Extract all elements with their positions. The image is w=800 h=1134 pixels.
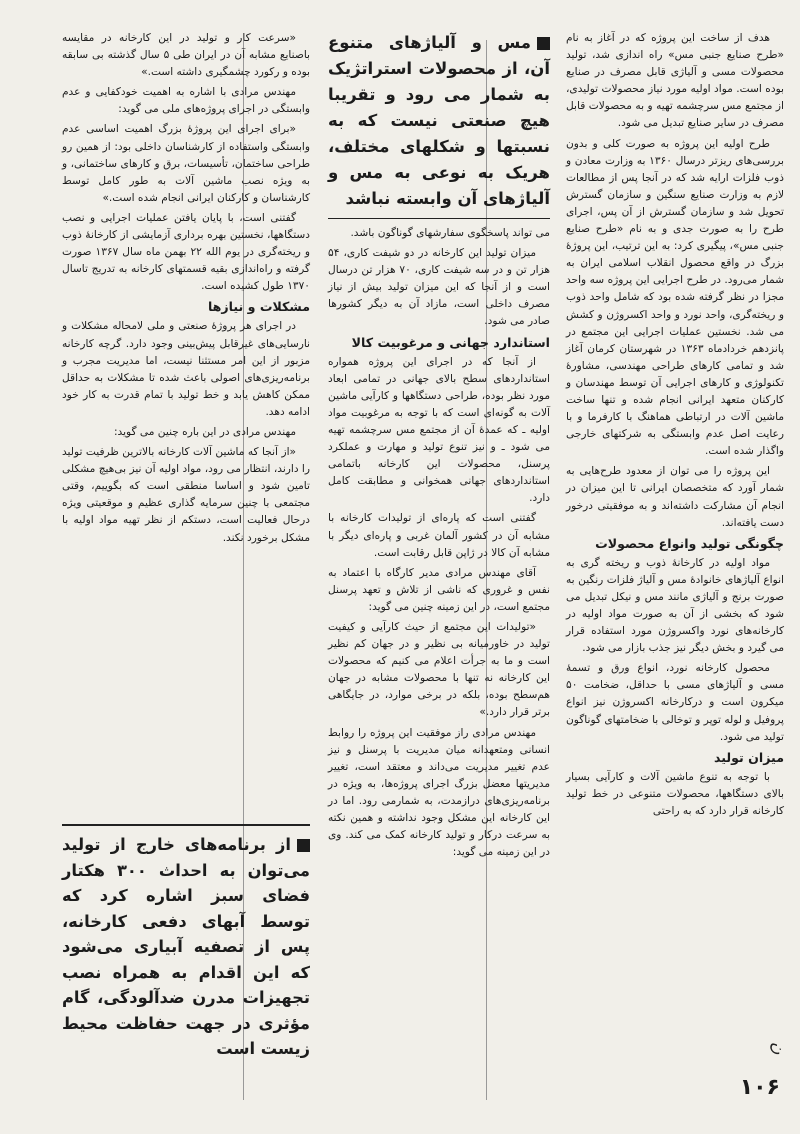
paragraph: آقای مهندس مرادی مدیر کارگاه با اعتماد به نفس و غروری که ناشی از تلاش و تعهد پرسنل مجتمع است، در این زمینه چنین می گوید: bbox=[328, 566, 550, 613]
paragraph: هدف از ساخت این پروژه که در آغاز به نام «طرح صنایع جنبی مس» راه اندازی شد، تولید محصولات مسی و آلیاژی قابل مصرف در صنایع بوده است. مواد اولیه مورد نیاز محصولات تولیدی، از مجتمع مس سرچشمه تهیه و به محصولات قابل مصرف در سایر صنایع تبدیل می شود. bbox=[566, 32, 784, 130]
paragraph: «سرعت کار و تولید در این کارخانه در مقایسه باصنایع مشابه آن در ایران طی ۵ سال گذشته بی سابقه بوده و رکورد چشمگیری داشته است.» bbox=[62, 32, 310, 79]
paragraph: میزان تولید این کارخانه در دو شیفت کاری، ۵۴ هزار تن و در سه شیفت کاری، ۷۰ هزار تن درسال است و از آنجا که این میزان تولید بیش از نیاز مصرف داخلی است، مازاد آن به دیگر کشورها صادر می شود. bbox=[328, 247, 551, 328]
section-heading: مشکلات و نیازها bbox=[207, 299, 310, 315]
paragraph: «تولیدات این مجتمع از حیث کارآیی و کیفیت تولید در خاورمیانه بی نظیر و در جهان کم نظیر است و ما به جرأت اعلام می کنیم که محصولات این کارخانه نه تنها با محصولات مشابه در جهان هم‌سطح بوده، بلکه در برخی موارد، در جایگاهی برتر قرار دارد.» bbox=[328, 620, 550, 719]
page-number: ۱۰۶ bbox=[739, 1075, 780, 1100]
paragraph: گفتنی است، با پایان یافتن عملیات اجرایی و نصب دستگاهها، نخستین بهره برداری آزمایشی از کارخانهٔ ذوب و ریخته‌گری در یوم الله ۲۲ بهمن ماه سال ۱۳۶۷ صورت گرفته و راه‌اندازی بقیه قسمتهای کارخانه به تدریج تاسال ۱۳۷۰ طول کشیده است. bbox=[62, 211, 310, 293]
magazine-logo: ن bbox=[768, 1041, 788, 1054]
left-column bbox=[62, 30, 310, 550]
paragraph: این پروژه را می توان از معدود طرح‌هایی به شمار آورد که متخصصان ایرانی تا این میزان در انجام آن مشارکت داشته‌اند و به موفقیتی درخور دست یافته‌اند. bbox=[566, 465, 784, 529]
section-heading: استاندارد جهانی و مرغوبیت کالا bbox=[351, 334, 550, 350]
paragraph: مهندس مرادی در این باره چنین می گوید: bbox=[113, 425, 296, 438]
paragraph: می تواند پاسخگوی سفارشهای گوناگون باشد. bbox=[350, 227, 550, 239]
paragraph: مواد اولیه در کارخانهٔ ذوب و ریخته گری به انواع آلیاژهای خانوادهٔ مس و آلیاژ فلزات رنگین به صورت برنج و آلیاژی مانند مس و نیکل تبدیل می شود که بخشی از آن به صورت مواد اولیه در کارخانه‌های نورد واکسروژن مورد استفاده قرار می گیرد و بخش دیگر نیز جذب بازار می شود. bbox=[566, 556, 784, 655]
paragraph: از آنجا که در اجرای این پروژه همواره استانداردهای سطح بالای جهانی در تمامی ابعاد مورد نظر بوده، طراحی دستگاهها و کارآیی ماشین آلات به گونه‌ای است که با توجه به مرغوبیت مواد اولیه ـ که عمدهٔ آن از مجتمع مس سرچشمه تهیه می شود ـ و نیز تنوع تولید و مهارت و عملکرد پرسنل، محصولات این کارخانه باتمامی استانداردهای جهانی همخوانی و مطابقت کامل دارد. bbox=[328, 355, 550, 505]
pull-headline bbox=[328, 30, 550, 212]
pull-quote bbox=[62, 824, 310, 1062]
paragraph: مهندس مرادی با اشاره به اهمیت خودکفایی و عدم وابستگی در اجرای پروژه‌های ملی می گوید: bbox=[62, 86, 310, 116]
paragraph: گفتنی است که پاره‌ای از تولیدات کارخانه با مشابه آن در کشور آلمان غربی و پاره‌ای دیگر با مشابه آن کالا در ژاپن قابل رقابت است. bbox=[328, 512, 550, 559]
paragraph: مهندس مرادی راز موفقیت این پروژه را روابط انسانی ومتعهدانه میان مدیریت با پرسنل و نیز عدم تغییر مدیریت می‌داند و معتقد است، تغییر مدیریتها معضل بزرگ اجرای پروژه‌ها، به ویژه در برنامه‌ریزی‌های درازمدت، به شمارمی رود. اما در این کارخانه این مشکل وجود نداشته و همین نکته به سرعت درکار و تولید کارخانه کمک می کند. وی در این زمینه می گوید: bbox=[328, 726, 550, 859]
headline-rule bbox=[328, 218, 550, 219]
paragraph: در اجرای هر پروژهٔ صنعتی و ملی لامحاله مشکلات و نارسایی‌های غیرقابل پیش‌بینی وجود دارد. گرچه کارخانه مزبور از این امر مستثنا نیست، اما مدیریت مجرب و برنامه‌ریزی‌های اصولی باعث شده تا مشکلات به حداقل ممکن کاهش یابد و خط تولید با تمام قدرت به کار خود ادامه دهد. bbox=[62, 320, 310, 418]
section-heading: چگونگی تولید وانواع محصولات bbox=[595, 535, 784, 551]
section-heading: میزان تولید bbox=[714, 749, 784, 765]
square-bullet-icon bbox=[297, 839, 310, 852]
headline-text: مس و آلیاژهای متنوع آن، از محصولات استراتژیک به شمار می رود و تقریبا هیچ صنعتی نیست که به نسبتها و شکلهای مختلف، هریک به نوعی به مس و آلیاژهای آن وابسته نباشد bbox=[328, 33, 550, 208]
paragraph: محصول کارخانه نورد، انواع ورق و تسمهٔ مسی و آلیاژهای مسی با حداقل، ضخامت ۵۰ میکرون است و درکارخانه اکسروژن نیز انواع پروفیل و لوله توپر و توخالی با ضخامتهای گوناگون تولید می شود. bbox=[566, 662, 784, 743]
right-column bbox=[566, 30, 784, 823]
paragraph: با توجه به تنوع ماشین آلات و کارآیی بسیار بالای دستگاهها، محصولات متنوعی در خط تولید کارخانه قرار دارد که به راحتی bbox=[566, 770, 784, 817]
pull-quote-text: از برنامه‌های خارج از تولید می‌توان به احداث ۳۰۰ هکتار فضای سبز اشاره کرد که توسط آبهای دفعی کارخانه، پس از تصفیه آبیاری می‌شود که این اقدام به همراه نصب تجهیزات مدرن ضدآلودگی، گام مؤثری در جهت حفاظت محیط زیست است bbox=[62, 835, 310, 1058]
paragraph: «برای اجرای این پروژهٔ بزرگ اهمیت اساسی عدم وابستگی واستفاده از کارشناسان داخلی بود: از همین رو طراحی ساختمان، تأسیسات، برق و کارهای ساختمانی، و به ویژه نصب ماشین آلات به طور کامل توسط کارشناسان و کارکنان ایرانی انجام شده است.» bbox=[62, 123, 310, 204]
paragraph: طرح اولیه این پروژه به صورت کلی و بدون بررسی‌های ریزتر درسال ۱۳۶۰ به وزارت معادن و ذوب فلزات ارایه شد که در آنجا پس از مطالعات لازم به وزارت صنایع سنگین و سازمان گسترش تحویل شد و سازمان گسترش از آن پس، اجرای طرح را به صورت جدی و به نام «طرح صنایع جنبی مس»، پیگیری کرد: به این ترتیب، این پروژهٔ بزرگ در واقع محصول انقلاب اسلامی ایران به شمار می‌رود. در طرح اجرایی این پروژه سه واحد مجزا در نظر گرفته شده بود که شامل واحد ذوب و ریخته‌گری، واحد نورد و واحد اکسروژن و کشش می شد. نخستین عملیات اجرایی این مجتمع در پانزدهم خردادماه ۱۳۶۳ در شهرستان کرمان آغاز شد و تمامی کارهای طراحی مهندسی، مشاورهٔ تکنولوژی و کارهای اجرایی آن توسط مهندسان و کارکنان متعهد ایرانی انجام شده و تنها ساخت ماشین آلات در ارتباطی هماهنگ با کارفرما و با رعایت اصل عدم وابستگی به شرکتهای خارجی واگذار شده است. bbox=[566, 137, 784, 458]
middle-column bbox=[328, 30, 550, 864]
paragraph: «از آنجا که ماشین آلات کارخانه بالاترین ظرفیت تولید را دارند، انتظار می رود، مواد اولیه آن نیز بی‌هیچ مشکلی تامین شود و اساسا منطقی است که بگوییم، وقتی مجتمعی با چنین سرمایه گذاری عظیم و موقعیتی ویژه درحال فعالیت است، دستکم از نظر تهیه مواد اولیه با مشکل برخورد نکند. bbox=[62, 446, 310, 544]
square-bullet-icon bbox=[537, 37, 550, 50]
